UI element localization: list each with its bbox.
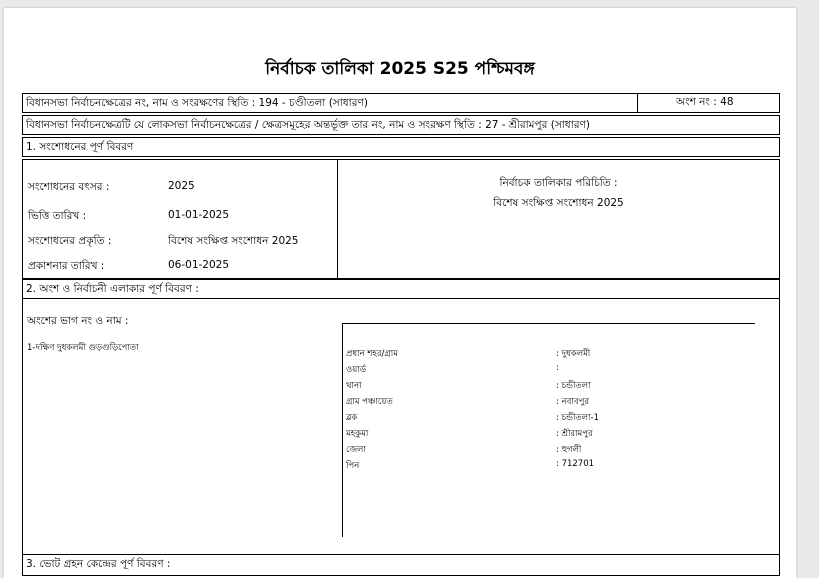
revision-year-label: সংশোধনের বৎসর :: [28, 181, 110, 193]
section1-heading-row: [22, 137, 780, 157]
gram-panchayat-label: গ্রাম পঞ্চায়েত: [346, 397, 393, 407]
section3-heading: 3. ভোট গ্রহন কেন্দ্রের পূর্ণ বিবরণ :: [26, 558, 171, 570]
district-value: : হুগলী: [556, 445, 582, 455]
parliamentary-constituency-row: [22, 115, 780, 135]
details-top-rule: [342, 323, 755, 324]
subdivision-value: : শ্রীরামপুর: [556, 429, 593, 439]
ward-label: ওয়ার্ড: [346, 365, 366, 375]
roll-identification-label: নির্বাচক তালিকার পরিচিতি :: [499, 177, 618, 189]
gram-panchayat-value: : নবাবপুর: [556, 397, 590, 407]
part-name-value: 1-দক্ষিণ দুধকলমী গুড়গুড়িপোতা: [27, 343, 139, 353]
part-area-details-box: [22, 299, 780, 554]
ward-value: :: [556, 363, 559, 373]
parliamentary-constituency-text: বিধানসভা নির্বাচনক্ষেত্রটি যে লোকসভা নির্বাচনক্ষেত্রের / ক্ষেত্রসমূহের অন্তর্ভূক্ত তার নং, নাম ও সংরক্ষণ স্থিতি : 27 - শ্রীরামপুর (সাধারণ): [26, 119, 590, 131]
page-title: নির্বাচক তালিকা 2025 S25 পশ্চিমবঙ্গ: [265, 59, 535, 79]
section2-heading-row: [22, 279, 780, 299]
revision-details-box: [22, 159, 780, 279]
main-village-label: প্রধান শহর/গ্রাম: [346, 349, 398, 359]
main-village-value: : দুধকলমী: [556, 349, 591, 359]
roll-identification-value: বিশেষ সংক্ষিপ্ত সংশোধন 2025: [493, 197, 624, 209]
qualifying-date-label: ভিত্তি তারিখ :: [28, 210, 87, 222]
section2-heading: 2. অংশ ও নির্বাচনী এলাকার পূর্ণ বিবরণ :: [26, 283, 199, 295]
publication-date-value: 06-01-2025: [168, 259, 230, 271]
section1-heading: 1. সংশোধনের পূর্ণ বিবরণ: [26, 141, 134, 153]
assembly-constituency-text: বিধানসভা নির্বাচনক্ষেত্রের নং, নাম ও সংরক্ষণের স্থিতি : 194 - চণ্ডীতলা (সাধারণ): [26, 97, 368, 109]
subdivision-label: মহকুমা: [346, 429, 369, 439]
part-number: অংশ নং : 48: [637, 93, 779, 113]
block-value: : চন্ডীতলা-1: [556, 413, 600, 423]
section3-heading-row: [22, 554, 780, 576]
revision-year-value: 2025: [168, 180, 195, 192]
pin-value: : 712701: [556, 459, 595, 469]
document-page: [4, 8, 796, 578]
part-name-label: অংশের ভাগ নং ও নাম :: [27, 315, 129, 327]
assembly-constituency-row: [22, 93, 780, 113]
police-station-label: থানা: [346, 381, 362, 391]
details-left-rule: [342, 323, 343, 537]
revision-type-value: বিশেষ সংক্ষিপ্ত সংশোধন 2025: [168, 235, 299, 247]
publication-date-label: প্রকাশনার তারিখ :: [28, 260, 105, 272]
police-station-value: : চন্ডীতলা: [556, 381, 591, 391]
block-label: ব্লক: [346, 413, 358, 423]
qualifying-date-value: 01-01-2025: [168, 209, 230, 221]
revision-type-label: সংশোধনের প্রকৃতি :: [28, 235, 112, 247]
pin-label: পিন: [346, 461, 360, 471]
district-label: জেলা: [346, 445, 366, 455]
